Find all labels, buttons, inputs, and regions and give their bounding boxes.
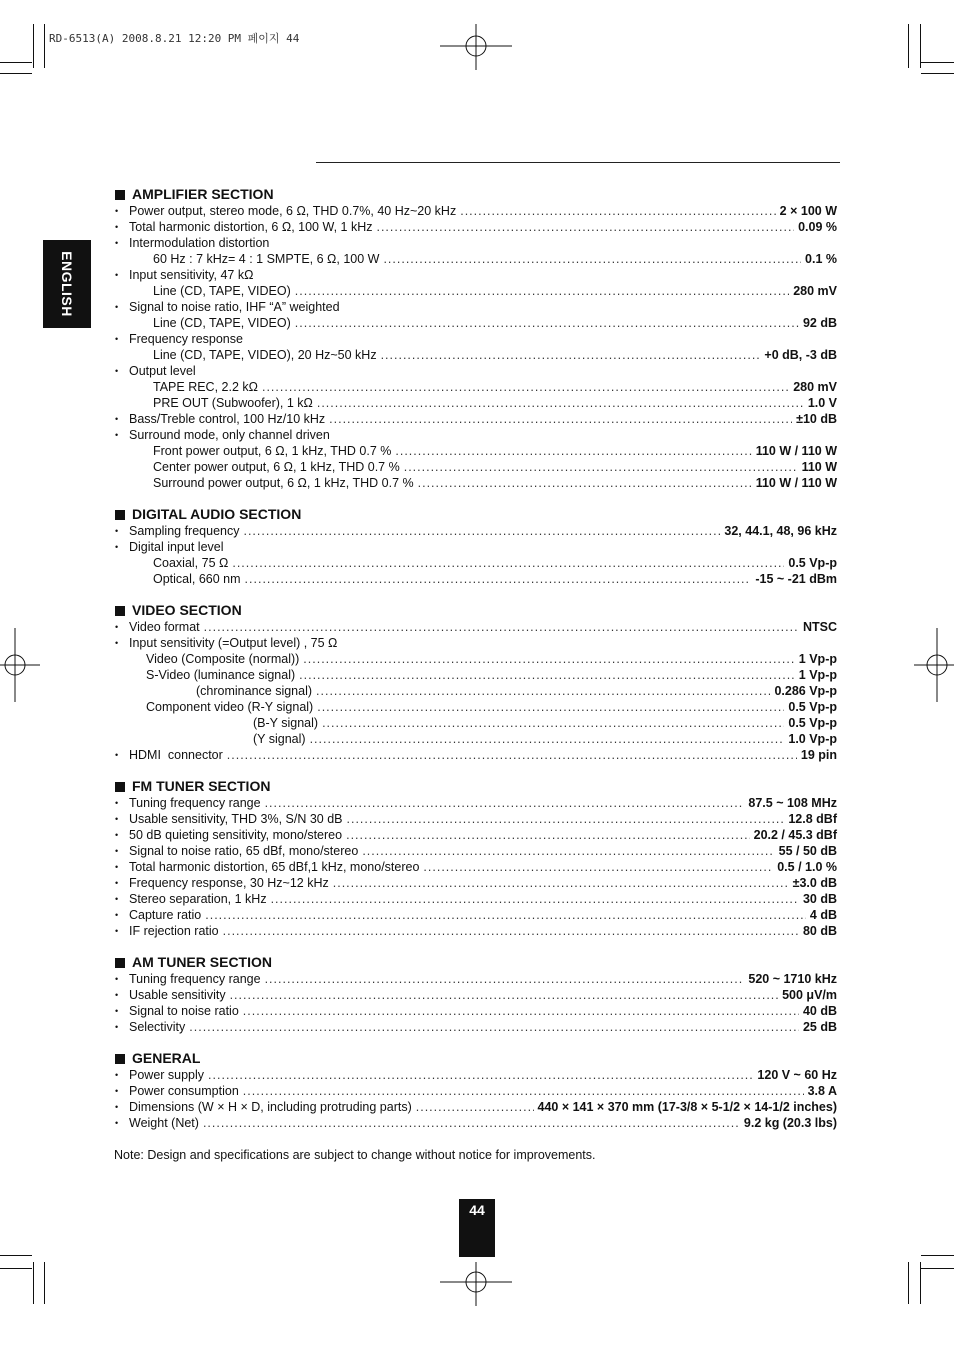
spec-row [115, 827, 837, 843]
spec-row [115, 395, 837, 411]
spec-label: (Y signal) [253, 732, 306, 746]
spec-row [115, 523, 837, 539]
spec-row [115, 235, 837, 251]
spec-value: 110 W [801, 460, 837, 474]
bullet-icon: • [115, 238, 119, 248]
spec-label: Input sensitivity, 47 kΩ [129, 268, 254, 282]
bullet-icon: • [115, 894, 119, 904]
section-title [115, 186, 837, 203]
dot-leader [383, 251, 801, 267]
dot-leader [203, 1115, 740, 1131]
spec-row [115, 619, 837, 635]
spec-row [115, 971, 837, 987]
dot-leader [243, 1083, 804, 1099]
spec-value: 2 × 100 W [779, 204, 837, 218]
spec-value: 0.5 Vp-p [788, 556, 837, 570]
specifications [115, 186, 837, 1146]
spec-value: 20.2 / 45.3 dBf [753, 828, 837, 842]
bullet-icon: • [115, 862, 119, 872]
bullet-icon: • [115, 830, 119, 840]
spec-value: 120 V ~ 60 Hz [757, 1068, 837, 1082]
spec-row [115, 715, 837, 731]
spec-label: Frequency response [129, 332, 243, 346]
spec-row [115, 299, 837, 315]
dot-leader [404, 459, 798, 475]
dot-leader [376, 219, 794, 235]
dot-leader [423, 859, 773, 875]
spec-value: 520 ~ 1710 kHz [748, 972, 837, 986]
spec-value: ±10 dB [796, 412, 837, 426]
dot-leader [265, 971, 745, 987]
spec-row [115, 1003, 837, 1019]
dot-leader [381, 347, 761, 363]
spec-label: (B-Y signal) [253, 716, 319, 730]
dot-leader [230, 987, 779, 1003]
spec-label: IF rejection ratio [129, 924, 219, 938]
spec-row [115, 459, 837, 475]
bullet-icon: • [115, 222, 119, 232]
dot-leader [262, 379, 789, 395]
spec-section [115, 778, 837, 939]
square-bullet-icon [115, 1054, 125, 1064]
dot-leader [322, 715, 784, 731]
bullet-icon: • [115, 302, 119, 312]
spec-label: HDMI connector [129, 748, 223, 762]
spec-value: 500 μV/m [782, 988, 837, 1002]
spec-value: 110 W / 110 W [755, 444, 837, 458]
spec-value: 87.5 ~ 108 MHz [748, 796, 837, 810]
spec-value: 0.09 % [798, 220, 837, 234]
spec-row [115, 203, 837, 219]
spec-value: +0 dB, -3 dB [764, 348, 837, 362]
spec-value: -15 ~ -21 dBm [755, 572, 837, 586]
dot-leader [208, 1067, 753, 1083]
registration-mark-bottom [440, 1262, 512, 1306]
bullet-icon: • [115, 638, 119, 648]
dot-leader [205, 907, 806, 923]
bullet-icon: • [115, 846, 119, 856]
spec-label: Power output, stereo mode, 6 Ω, THD 0.7%, 40 Hz~20 kHz [129, 204, 457, 218]
bullet-icon: • [115, 542, 119, 552]
spec-label: Coaxial, 75 Ω [153, 556, 229, 570]
bullet-icon: • [115, 526, 119, 536]
page-number: 44 [469, 1202, 485, 1218]
spec-label: Signal to noise ratio, IHF “A” weighted [129, 300, 340, 314]
spec-label: Surround power output, 6 Ω, 1 kHz, THD 0.7 % [153, 476, 414, 490]
spec-section [115, 1050, 837, 1131]
bullet-icon: • [115, 430, 119, 440]
spec-row [115, 315, 837, 331]
spec-value: 1 Vp-p [798, 668, 837, 682]
spec-label: (chrominance signal) [196, 684, 313, 698]
spec-value: 0.5 Vp-p [788, 700, 837, 714]
spec-label: Selectivity [129, 1020, 186, 1034]
spec-label: Weight (Net) [129, 1116, 199, 1130]
bullet-icon: • [115, 990, 119, 1000]
spec-value: 280 mV [793, 284, 837, 298]
bullet-icon: • [115, 1070, 119, 1080]
spec-value: 12.8 dBf [788, 812, 837, 826]
spec-row [115, 1099, 837, 1115]
spec-row [115, 683, 837, 699]
spec-value: 440 × 141 × 370 mm (17-3/8 × 5-1/2 × 14-1/2 inches) [537, 1100, 837, 1114]
section-title-text: VIDEO SECTION [132, 602, 242, 618]
top-rule [316, 162, 840, 163]
spec-row [115, 635, 837, 651]
spec-value: 0.5 Vp-p [788, 716, 837, 730]
spec-row [115, 475, 837, 491]
spec-value: 80 dB [802, 924, 837, 938]
spec-value: ±3.0 dB [792, 876, 837, 890]
section-title [115, 602, 837, 619]
bullet-icon: • [115, 366, 119, 376]
square-bullet-icon [115, 510, 125, 520]
spec-value: 92 dB [802, 316, 837, 330]
bullet-icon: • [115, 622, 119, 632]
section-title [115, 506, 837, 523]
print-header-code: RD-6513(A) 2008.8.21 12:20 PM 페이지 44 [49, 32, 300, 45]
bullet-icon: • [115, 1086, 119, 1096]
spec-value: 110 W / 110 W [755, 476, 837, 490]
spec-value: 19 pin [800, 748, 837, 762]
spec-row [115, 267, 837, 283]
dot-leader [416, 1099, 534, 1115]
bullet-icon: • [115, 750, 119, 760]
spec-row [115, 843, 837, 859]
bullet-icon: • [115, 926, 119, 936]
dot-leader [243, 1003, 799, 1019]
spec-row [115, 555, 837, 571]
section-title-text: AM TUNER SECTION [132, 954, 272, 970]
spec-row [115, 1019, 837, 1035]
spec-row [115, 347, 837, 363]
spec-label: Front power output, 6 Ω, 1 kHz, THD 0.7 % [153, 444, 392, 458]
section-title [115, 778, 837, 795]
spec-label: Optical, 660 nm [153, 572, 241, 586]
dot-leader [227, 747, 797, 763]
spec-row [115, 283, 837, 299]
bullet-icon: • [115, 798, 119, 808]
dot-leader [333, 875, 789, 891]
spec-label: Tuning frequency range [129, 796, 261, 810]
dot-leader [329, 411, 792, 427]
spec-value: 0.1 % [805, 252, 837, 266]
spec-label: Digital input level [129, 540, 224, 554]
spec-value: 9.2 kg (20.3 lbs) [743, 1116, 837, 1130]
bullet-icon: • [115, 910, 119, 920]
dot-leader [303, 651, 795, 667]
spec-row [115, 331, 837, 347]
spec-label: Total harmonic distortion, 65 dBf,1 kHz, mono/stereo [129, 860, 420, 874]
spec-value: 25 dB [802, 1020, 837, 1034]
spec-label: PRE OUT (Subwoofer), 1 kΩ [153, 396, 313, 410]
spec-row [115, 651, 837, 667]
spec-section [115, 602, 837, 763]
spec-row [115, 747, 837, 763]
square-bullet-icon [115, 958, 125, 968]
dot-leader [265, 795, 745, 811]
spec-row [115, 363, 837, 379]
spec-label: Line (CD, TAPE, VIDEO) [153, 316, 291, 330]
spec-row [115, 219, 837, 235]
spec-label: Stereo separation, 1 kHz [129, 892, 267, 906]
section-title-text: GENERAL [132, 1050, 201, 1066]
spec-label: Dimensions (W × H × D, including protruding parts) [129, 1100, 412, 1114]
spec-value: 1.0 V [807, 396, 837, 410]
spec-row [115, 811, 837, 827]
spec-row [115, 1115, 837, 1131]
language-tab-label: ENGLISH [59, 251, 75, 317]
spec-label: Video (Composite (normal)) [146, 652, 300, 666]
spec-label: Line (CD, TAPE, VIDEO) [153, 284, 291, 298]
bullet-icon: • [115, 334, 119, 344]
spec-label: Signal to noise ratio, 65 dBf, mono/stereo [129, 844, 359, 858]
dot-leader [316, 683, 770, 699]
spec-value: 0.286 Vp-p [774, 684, 837, 698]
dot-leader [310, 731, 785, 747]
dot-leader [299, 667, 795, 683]
bullet-icon: • [115, 814, 119, 824]
section-title [115, 954, 837, 971]
spec-label: Center power output, 6 Ω, 1 kHz, THD 0.7 % [153, 460, 400, 474]
registration-mark-left [0, 628, 40, 702]
dot-leader [395, 443, 751, 459]
dot-leader [460, 203, 775, 219]
spec-label: Line (CD, TAPE, VIDEO), 20 Hz~50 kHz [153, 348, 377, 362]
language-tab [43, 240, 91, 328]
dot-leader [295, 283, 789, 299]
spec-label: Power supply [129, 1068, 205, 1082]
spec-row [115, 443, 837, 459]
dot-leader [317, 699, 784, 715]
dot-leader [271, 891, 799, 907]
spec-value: 4 dB [809, 908, 837, 922]
spec-row [115, 539, 837, 555]
spec-label: Signal to noise ratio [129, 1004, 239, 1018]
dot-leader [189, 1019, 799, 1035]
dot-leader [243, 523, 720, 539]
spec-section [115, 954, 837, 1035]
spec-row [115, 795, 837, 811]
spec-row [115, 379, 837, 395]
spec-row [115, 875, 837, 891]
spec-section [115, 506, 837, 587]
dot-leader [346, 827, 750, 843]
spec-label: Input sensitivity (=Output level) , 75 Ω [129, 636, 338, 650]
spec-label: Frequency response, 30 Hz~12 kHz [129, 876, 329, 890]
bullet-icon: • [115, 1102, 119, 1112]
spec-row [115, 987, 837, 1003]
square-bullet-icon [115, 606, 125, 616]
spec-value: 0.5 / 1.0 % [777, 860, 837, 874]
spec-row [115, 891, 837, 907]
spec-value: 1.0 Vp-p [788, 732, 837, 746]
bullet-icon: • [115, 1118, 119, 1128]
square-bullet-icon [115, 190, 125, 200]
section-title-text: AMPLIFIER SECTION [132, 186, 274, 202]
spec-label: Sampling frequency [129, 524, 240, 538]
spec-row [115, 1083, 837, 1099]
spec-row [115, 699, 837, 715]
dot-leader [317, 395, 804, 411]
spec-row [115, 731, 837, 747]
spec-label: Tuning frequency range [129, 972, 261, 986]
section-title-text: DIGITAL AUDIO SECTION [132, 506, 302, 522]
spec-value: 3.8 A [807, 1084, 837, 1098]
spec-label: Bass/Treble control, 100 Hz/10 kHz [129, 412, 326, 426]
spec-label: S-Video (luminance signal) [146, 668, 296, 682]
bullet-icon: • [115, 206, 119, 216]
spec-label: Usable sensitivity [129, 988, 226, 1002]
spec-row [115, 411, 837, 427]
bullet-icon: • [115, 414, 119, 424]
spec-label: Total harmonic distortion, 6 Ω, 100 W, 1 kHz [129, 220, 373, 234]
section-title-text: FM TUNER SECTION [132, 778, 271, 794]
spec-row [115, 427, 837, 443]
spec-value: NTSC [802, 620, 837, 634]
spec-row [115, 907, 837, 923]
spec-label: Usable sensitivity, THD 3%, S/N 30 dB [129, 812, 343, 826]
dot-leader [245, 571, 752, 587]
spec-row [115, 923, 837, 939]
spec-label: Surround mode, only channel driven [129, 428, 330, 442]
spec-label: Component video (R-Y signal) [146, 700, 314, 714]
spec-label: Capture ratio [129, 908, 202, 922]
spec-label: Power consumption [129, 1084, 239, 1098]
bullet-icon: • [115, 1022, 119, 1032]
bullet-icon: • [115, 1006, 119, 1016]
dot-leader [295, 315, 799, 331]
bullet-icon: • [115, 270, 119, 280]
dot-leader [362, 843, 774, 859]
dot-leader [347, 811, 785, 827]
spec-value: 32, 44.1, 48, 96 kHz [724, 524, 837, 538]
spec-row [115, 859, 837, 875]
spec-row [115, 1067, 837, 1083]
dot-leader [204, 619, 799, 635]
registration-mark-top [440, 24, 512, 70]
spec-label: TAPE REC, 2.2 kΩ [153, 380, 258, 394]
dot-leader [232, 555, 784, 571]
spec-label: Output level [129, 364, 196, 378]
square-bullet-icon [115, 782, 125, 792]
registration-mark-right [914, 628, 954, 702]
spec-row [115, 571, 837, 587]
spec-value: 40 dB [802, 1004, 837, 1018]
page-number-tab [459, 1199, 495, 1257]
bullet-icon: • [115, 974, 119, 984]
spec-label: Video format [129, 620, 200, 634]
section-title [115, 1050, 837, 1067]
spec-value: 55 / 50 dB [778, 844, 837, 858]
bullet-icon: • [115, 878, 119, 888]
dot-leader [418, 475, 752, 491]
spec-value: 30 dB [802, 892, 837, 906]
footnote: Note: Design and specifications are subject to change without notice for improvements. [114, 1148, 596, 1162]
dot-leader [223, 923, 799, 939]
spec-label: Intermodulation distortion [129, 236, 270, 250]
spec-row [115, 667, 837, 683]
spec-value: 1 Vp-p [798, 652, 837, 666]
spec-section [115, 186, 837, 491]
spec-value: 280 mV [793, 380, 837, 394]
spec-row [115, 251, 837, 267]
spec-label: 50 dB quieting sensitivity, mono/stereo [129, 828, 343, 842]
spec-label: 60 Hz : 7 kHz= 4 : 1 SMPTE, 6 Ω, 100 W [153, 252, 380, 266]
